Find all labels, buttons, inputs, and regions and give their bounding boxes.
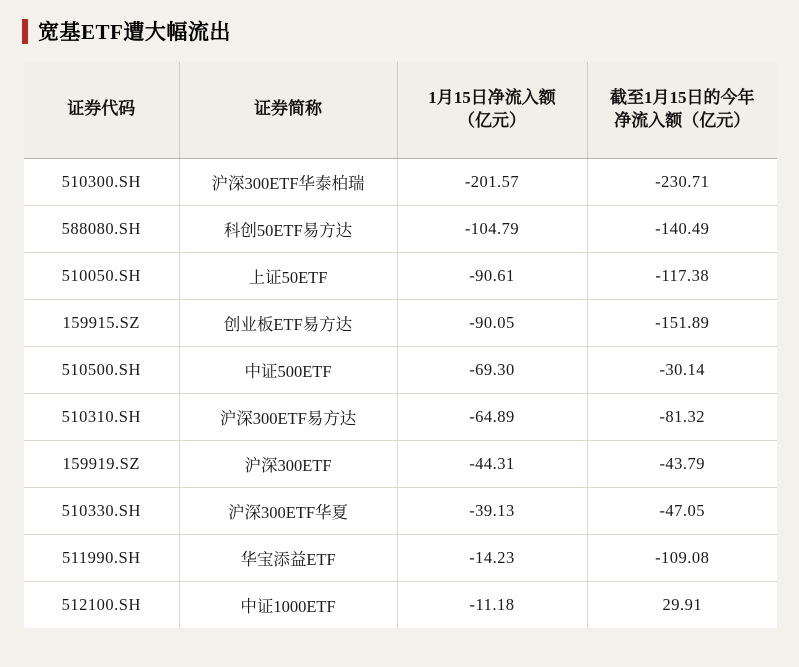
cell-ytd-inflow: 29.91 [662,594,703,614]
cell-net-inflow: -44.31 [397,440,587,487]
table-row [24,346,777,393]
title-accent-bar [22,19,28,44]
table-header [24,62,777,158]
column-header-net-inflow-line2: （亿元） [458,110,526,130]
table-row [24,299,777,346]
column-header-code [24,62,179,158]
cell-code: 511990.SH [24,534,179,581]
page-title [0,0,799,44]
cell-net-inflow: -201.57 [397,158,587,205]
cell-net-inflow: -90.61 [397,252,587,299]
cell-net-inflow: -39.13 [397,487,587,534]
column-header-ytd-inflow [587,62,777,158]
cell-ytd-inflow: -151.89 [587,299,777,346]
etf-table-container [24,62,777,628]
title-text: 宽基ETF遭大幅流出 [38,20,231,44]
cell-net-inflow: -14.23 [397,534,587,581]
column-header-code-line1: 证券代码 [67,99,136,119]
cell-name: 科创50ETF易方达 [179,205,397,252]
cell-code: 510330.SH [24,487,179,534]
column-header-name [179,62,397,158]
cell-name: 沪深300ETF [179,440,397,487]
cell-code: 510500.SH [24,346,179,393]
cell-ytd-inflow: -81.32 [587,393,777,440]
column-header-net-inflow-line1: 1月15日净流入额 [428,87,556,107]
table-row [24,158,777,205]
cell-net-inflow: -104.79 [397,205,587,252]
etf-outflow-table [24,62,777,628]
cell-name: 沪深300ETF华夏 [179,487,397,534]
cell-code: 159919.SZ [24,440,179,487]
table-row [24,252,777,299]
table-row [24,440,777,487]
table-body [24,158,777,628]
cell-code: 510310.SH [24,393,179,440]
cell-ytd-inflow: -230.71 [587,158,777,205]
cell-name: 中证1000ETF [179,581,397,628]
table-row [24,393,777,440]
cell-name: 华宝添益ETF [179,534,397,581]
column-header-ytd-inflow-line2: 净流入额（亿元） [614,110,751,130]
cell-net-inflow: -64.89 [397,393,587,440]
cell-net-inflow: -69.30 [397,346,587,393]
cell-net-inflow: -90.05 [397,299,587,346]
cell-code: 510300.SH [24,158,179,205]
cell-name: 中证500ETF [179,346,397,393]
cell-code: 588080.SH [24,205,179,252]
cell-ytd-inflow: -47.05 [587,487,777,534]
cell-code: 159915.SZ [24,299,179,346]
column-header-name-line1: 证券简称 [254,99,322,119]
column-header-net-inflow [397,62,587,158]
cell-name: 沪深300ETF易方达 [179,393,397,440]
table-row [24,205,777,252]
cell-name: 上证50ETF [179,252,397,299]
cell-code: 510050.SH [24,252,179,299]
cell-ytd-inflow: -43.79 [587,440,777,487]
cell-ytd-inflow: -109.08 [587,534,777,581]
table-row [24,534,777,581]
table-row [24,487,777,534]
cell-ytd-inflow: -30.14 [587,346,777,393]
cell-code: 512100.SH [24,581,179,628]
cell-ytd-inflow: -140.49 [587,205,777,252]
cell-name: 创业板ETF易方达 [179,299,397,346]
cell-ytd-inflow: -117.38 [587,252,777,299]
table-header-row [24,62,777,158]
column-header-ytd-inflow-line1: 截至1月15日的今年 [610,87,755,107]
cell-net-inflow: -11.18 [397,581,587,628]
table-row [24,581,777,628]
cell-name: 沪深300ETF华泰柏瑞 [179,158,397,205]
